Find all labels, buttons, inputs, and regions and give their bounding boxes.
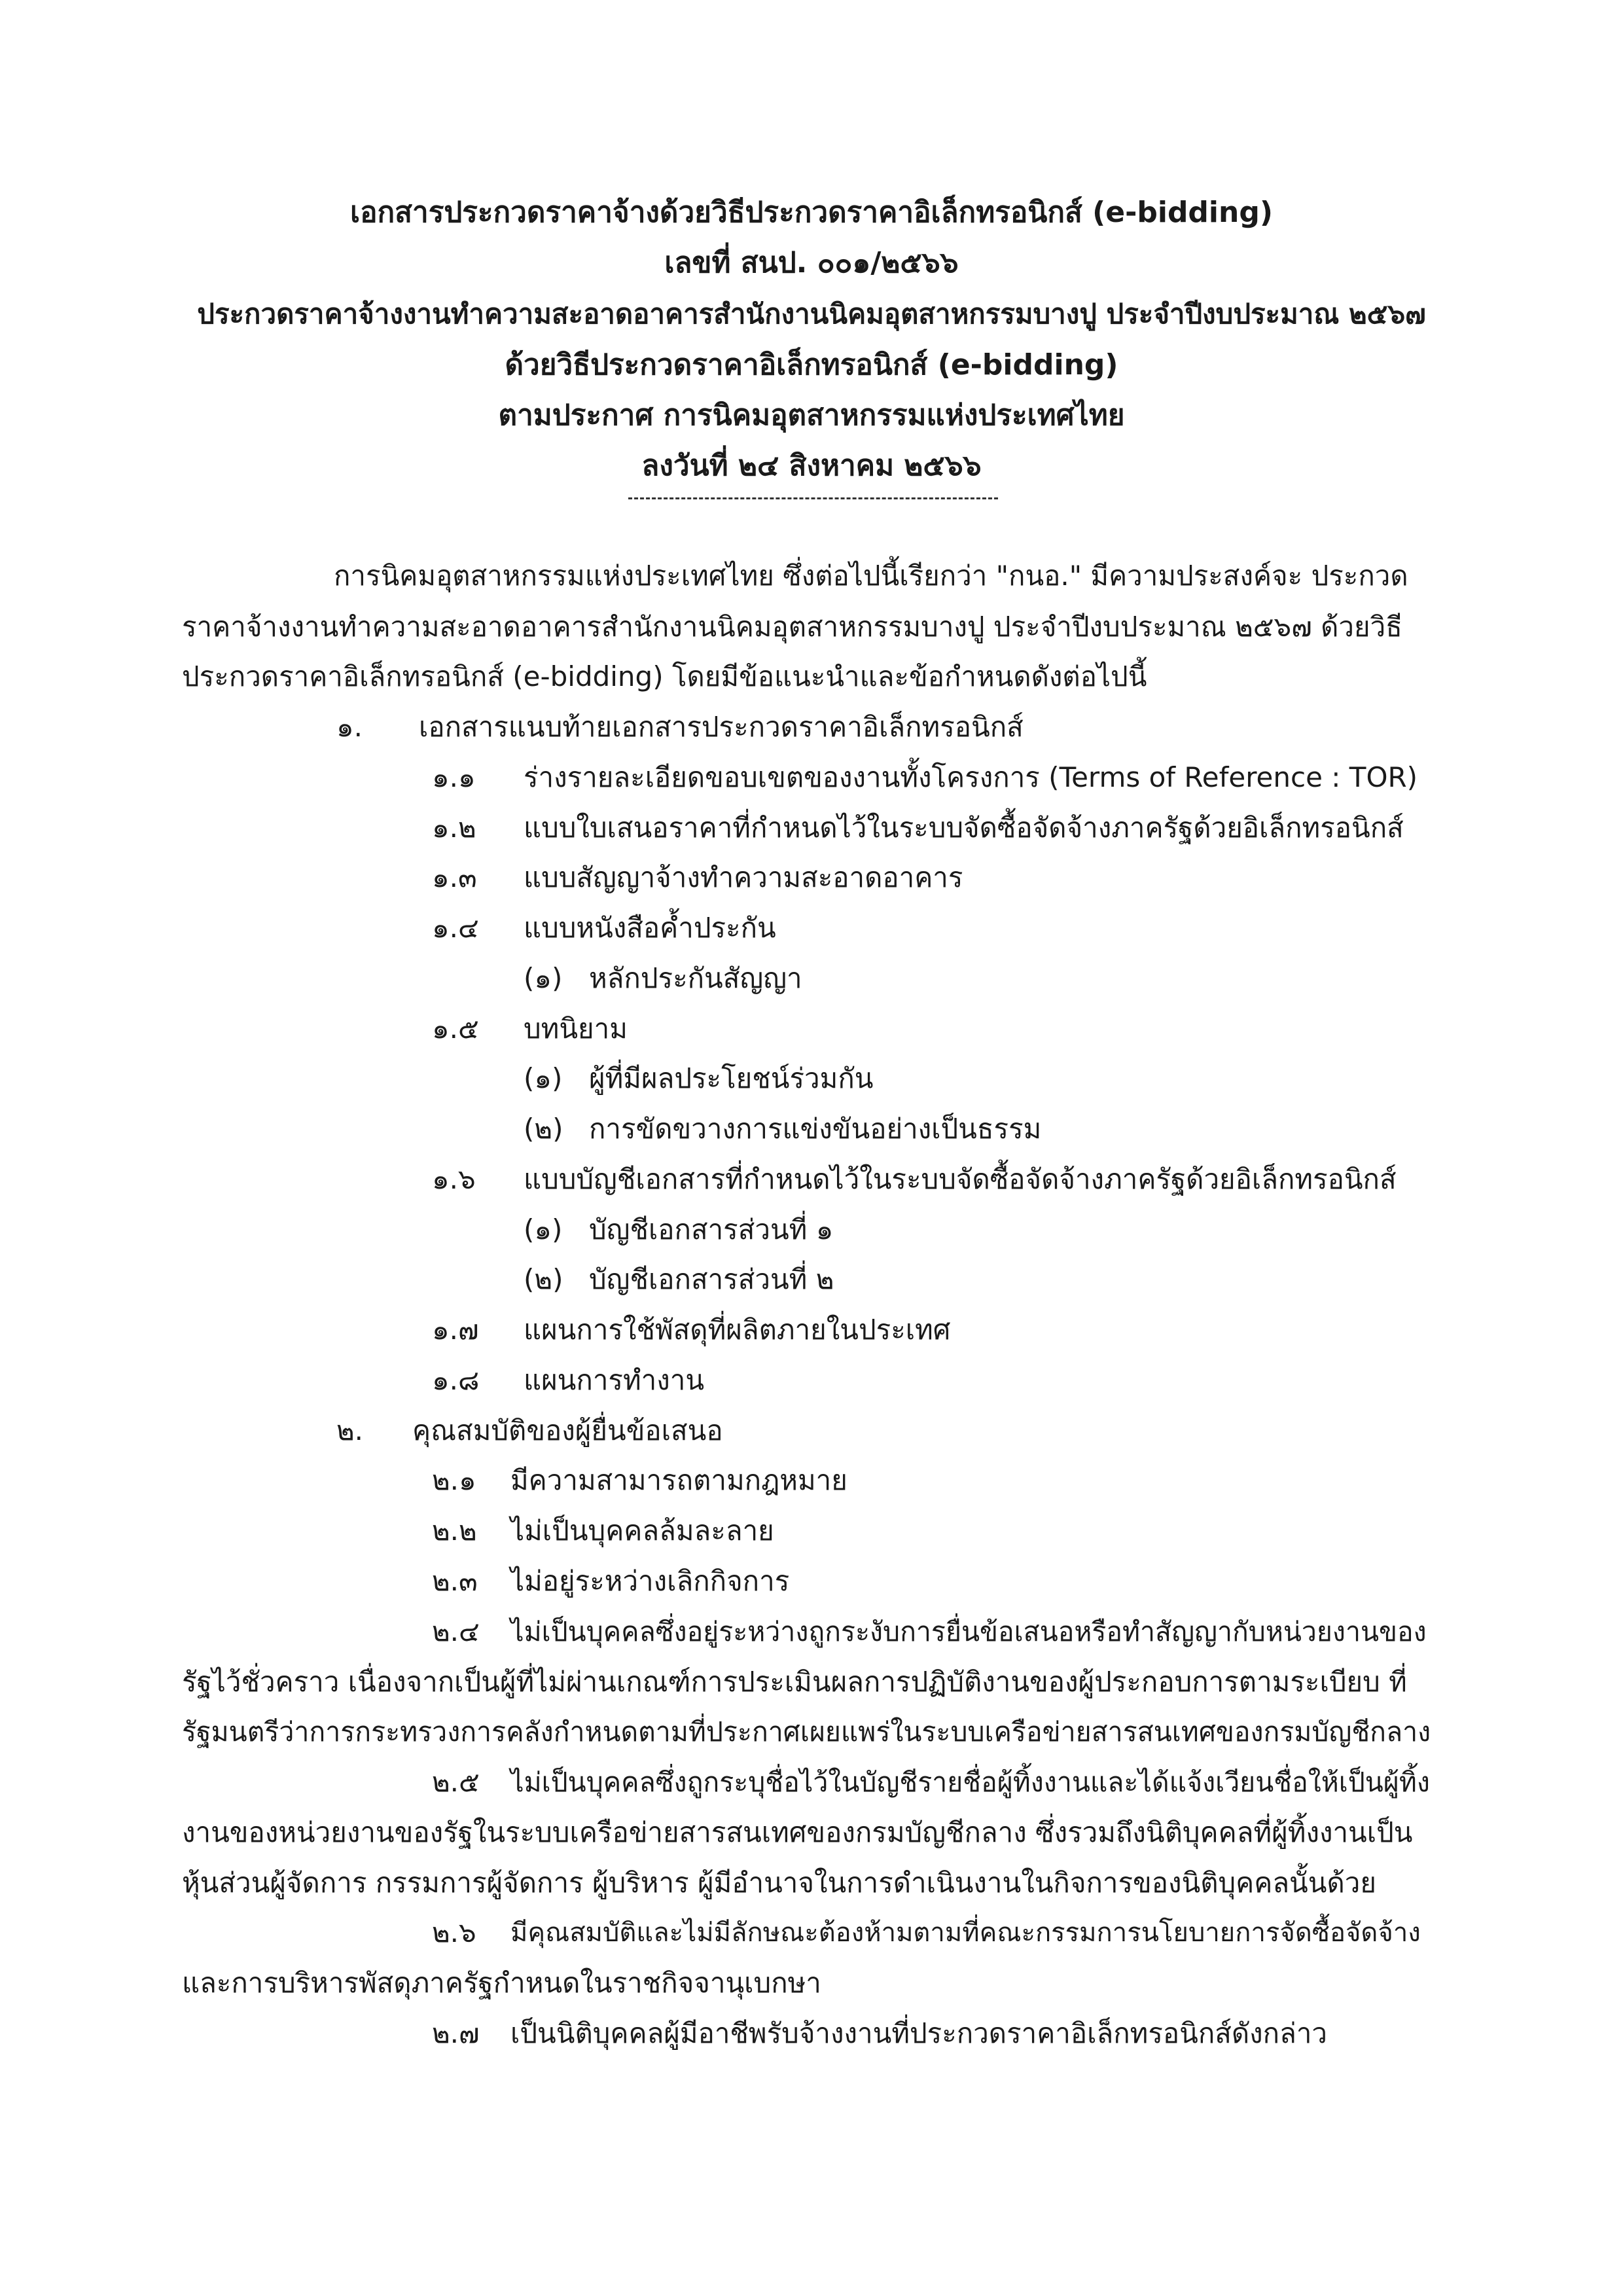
subitem-number: (๑) [524,962,563,994]
paragraph-line: และการบริหารพัสดุภาครัฐกำหนดในราชกิจจานุเบกษา [182,1967,821,1999]
paragraph-line: หุ้นส่วนผู้จัดการ กรรมการผู้จัดการ ผู้บริหาร ผู้มีอำนาจในการดำเนินงานในกิจการของนิติบุคคลนั้นด้วย [182,1867,1376,1899]
subitem-text: การขัดขวางการแข่งขันอย่างเป็นธรรม [589,1113,1042,1145]
item-number: ๒.๕ [432,1766,480,1798]
item-number: ๒.๑ [432,1464,476,1496]
item-number: ๒.๓ [432,1565,478,1597]
item-text: แบบใบเสนอราคาที่กำหนดไว้ในระบบจัดซื้อจัดจ้างภาครัฐด้วยอิเล็กทรอนิกส์ [524,812,1404,844]
section-1-number: ๑. [336,711,363,743]
document-subject: ประกวดราคาจ้างงานทำความสะอาดอาคารสำนักงานนิคมอุตสาหกรรมบางปู ประจำปีงบประมาณ ๒๕๖๗ [197,298,1426,330]
document-number: เลขที่ สนป. ๐๐๑/๒๕๖๖ [664,246,959,279]
section-1-title: เอกสารแนบท้ายเอกสารประกวดราคาอิเล็กทรอนิกส์ [419,711,1024,743]
item-text: มีความสามารถตามกฎหมาย [510,1464,847,1496]
paragraph-line: รัฐไว้ชั่วคราว เนื่องจากเป็นผู้ที่ไม่ผ่านเกณฑ์การประเมินผลการปฏิบัติงานของผู้ประกอบการตามระเบียบ ที่ [182,1666,1407,1698]
item-number: ๒.๖ [432,1916,476,1948]
announcer: ตามประกาศ การนิคมอุตสาหกรรมแห่งประเทศไทย [498,399,1125,432]
subitem-text: หลักประกันสัญญา [589,962,802,994]
item-number: ๒.๒ [432,1515,477,1547]
item-number: ๑.๒ [432,812,476,844]
item-text: แบบหนังสือค้ำประกัน [524,912,776,944]
intro-line-2: ราคาจ้างงานทำความสะอาดอาคารสำนักงานนิคมอุตสาหกรรมบางปู ประจำปีงบประมาณ ๒๕๖๗ ด้วยวิธี [182,611,1402,643]
intro-line-3: ประกวดราคาอิเล็กทรอนิกส์ (e-bidding) โดยมีข้อแนะนำและข้อกำหนดดังต่อไปนี้ [182,660,1147,692]
item-text: บทนิยาม [524,1013,628,1045]
paragraph-line: งานของหน่วยงานของรัฐในระบบเครือข่ายสารสนเทศของกรมบัญชีกลาง ซึ่งรวมถึงนิติบุคคลที่ผู้ทิ้งงานเป็น [182,1816,1413,1848]
paragraph-line: ไม่เป็นบุคคลซึ่งอยู่ระหว่างถูกระงับการยื่นข้อเสนอหรือทำสัญญากับหน่วยงานของ [510,1616,1427,1647]
subitem-text: บัญชีเอกสารส่วนที่ ๑ [589,1213,834,1246]
item-text: แผนการทำงาน [524,1364,705,1396]
paragraph-line: มีคุณสมบัติและไม่มีลักษณะต้องห้ามตามที่คณะกรรมการนโยบายการจัดซื้อจัดจ้าง [510,1918,1421,1948]
item-text: ไม่อยู่ระหว่างเลิกกิจการ [510,1565,790,1597]
subitem-text: ผู้ที่มีผลประโยชน์ร่วมกัน [589,1062,874,1094]
item-number: ๑.๑ [432,761,476,793]
item-number: ๑.๘ [432,1364,480,1396]
paragraph-line: รัฐมนตรีว่าการกระทรวงการคลังกำหนดตามที่ประกาศเผยแพร่ในระบบเครือข่ายสารสนเทศของกรมบัญชีกลาง [182,1716,1431,1748]
intro-line-1: การนิคมอุตสาหกรรมแห่งประเทศไทย ซึ่งต่อไปนี้เรียกว่า "กนอ." มีความประสงค์จะ ประกวด [334,560,1408,592]
subitem-number: (๒) [524,1113,563,1145]
paragraph-line: เป็นนิติบุคคลผู้มีอาชีพรับจ้างงานที่ประกวดราคาอิเล็กทรอนิกส์ดังกล่าว [510,2017,1328,2049]
document-title: เอกสารประกวดราคาจ้างด้วยวิธีประกวดราคาอิเล็กทรอนิกส์ (e-bidding) [350,196,1273,229]
item-text: แบบสัญญาจ้างทำความสะอาดอาคาร [524,861,963,893]
item-number: ๑.๕ [432,1013,479,1045]
item-text: แบบบัญชีเอกสารที่กำหนดไว้ในระบบจัดซื้อจัดจ้างภาครัฐด้วยอิเล็กทรอนิกส์ [524,1163,1397,1195]
item-text: ไม่เป็นบุคคลล้มละลาย [510,1515,774,1547]
item-number: ๑.๓ [432,861,477,893]
paragraph-line: ไม่เป็นบุคคลซึ่งถูกระบุชื่อไว้ในบัญชีรายชื่อผู้ทิ้งงานและได้แจ้งเวียนชื่อให้เป็นผู้ทิ้ง [510,1767,1430,1798]
item-number: ๒.๗ [432,2017,480,2049]
procurement-method: ด้วยวิธีประกวดราคาอิเล็กทรอนิกส์ (e-bidding) [505,348,1118,382]
subitem-text: บัญชีเอกสารส่วนที่ ๒ [589,1263,834,1295]
subitem-number: (๑) [524,1213,563,1246]
item-text: ร่างรายละเอียดขอบเขตของงานทั้งโครงการ (Terms of Reference : TOR) [524,761,1418,793]
subitem-number: (๑) [524,1062,563,1094]
section-2-number: ๒. [336,1414,364,1446]
item-number: ๑.๖ [432,1163,476,1195]
header-divider [628,497,998,499]
subitem-number: (๒) [524,1263,563,1295]
section-2-title: คุณสมบัติของผู้ยื่นข้อเสนอ [412,1414,723,1446]
item-number: ๒.๔ [432,1615,480,1647]
item-text: แผนการใช้พัสดุที่ผลิตภายในประเทศ [524,1314,951,1346]
announcement-date: ลงวันที่ ๒๔ สิงหาคม ๒๕๖๖ [641,449,982,482]
item-number: ๑.๔ [432,912,479,944]
item-number: ๑.๗ [432,1314,479,1346]
